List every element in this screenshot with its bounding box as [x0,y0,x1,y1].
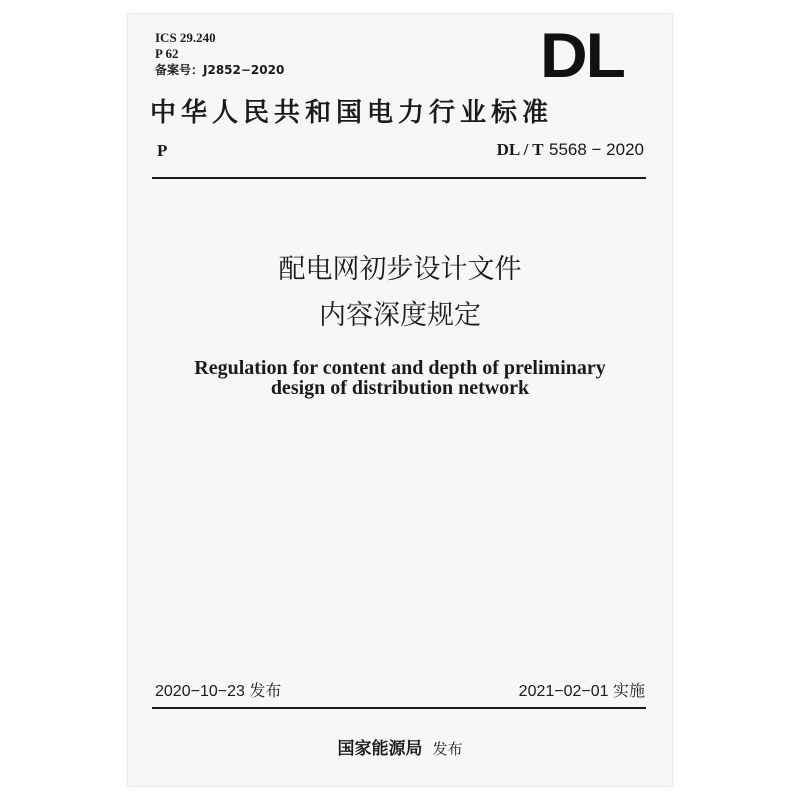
standard-number-prefix: DL / T [496,140,544,159]
top-divider [152,177,646,179]
title-en-line-2: design of distribution network [270,377,530,399]
title-zh-line-1: 配电网初步设计文件 [278,254,522,285]
issue-date: 2020−10−23 发布 [155,683,282,700]
dl-logo: DL [540,19,624,91]
category-letter: P [157,141,168,160]
standard-number [497,140,644,160]
title-en-line-1: Regulation for content and depth of preliminary [194,357,606,379]
implementation-date: 2021−02−01 实施 [518,683,645,700]
bottom-divider [152,707,646,709]
record-number: 备案号：J2852−2020 [155,63,285,77]
publisher-org: 国家能源局 [337,739,423,759]
classification-code: P 62 [155,46,179,61]
publisher-verb: 发布 [432,740,463,758]
title-zh-line-2: 内容深度规定 [319,300,481,331]
standard-number-digits: 5568 − 2020 [548,140,644,159]
standard-type-heading: 中华人民共和国电力行业标准 [150,98,554,128]
ics-code: ICS 29.240 [155,30,216,45]
publisher-line [150,737,650,761]
